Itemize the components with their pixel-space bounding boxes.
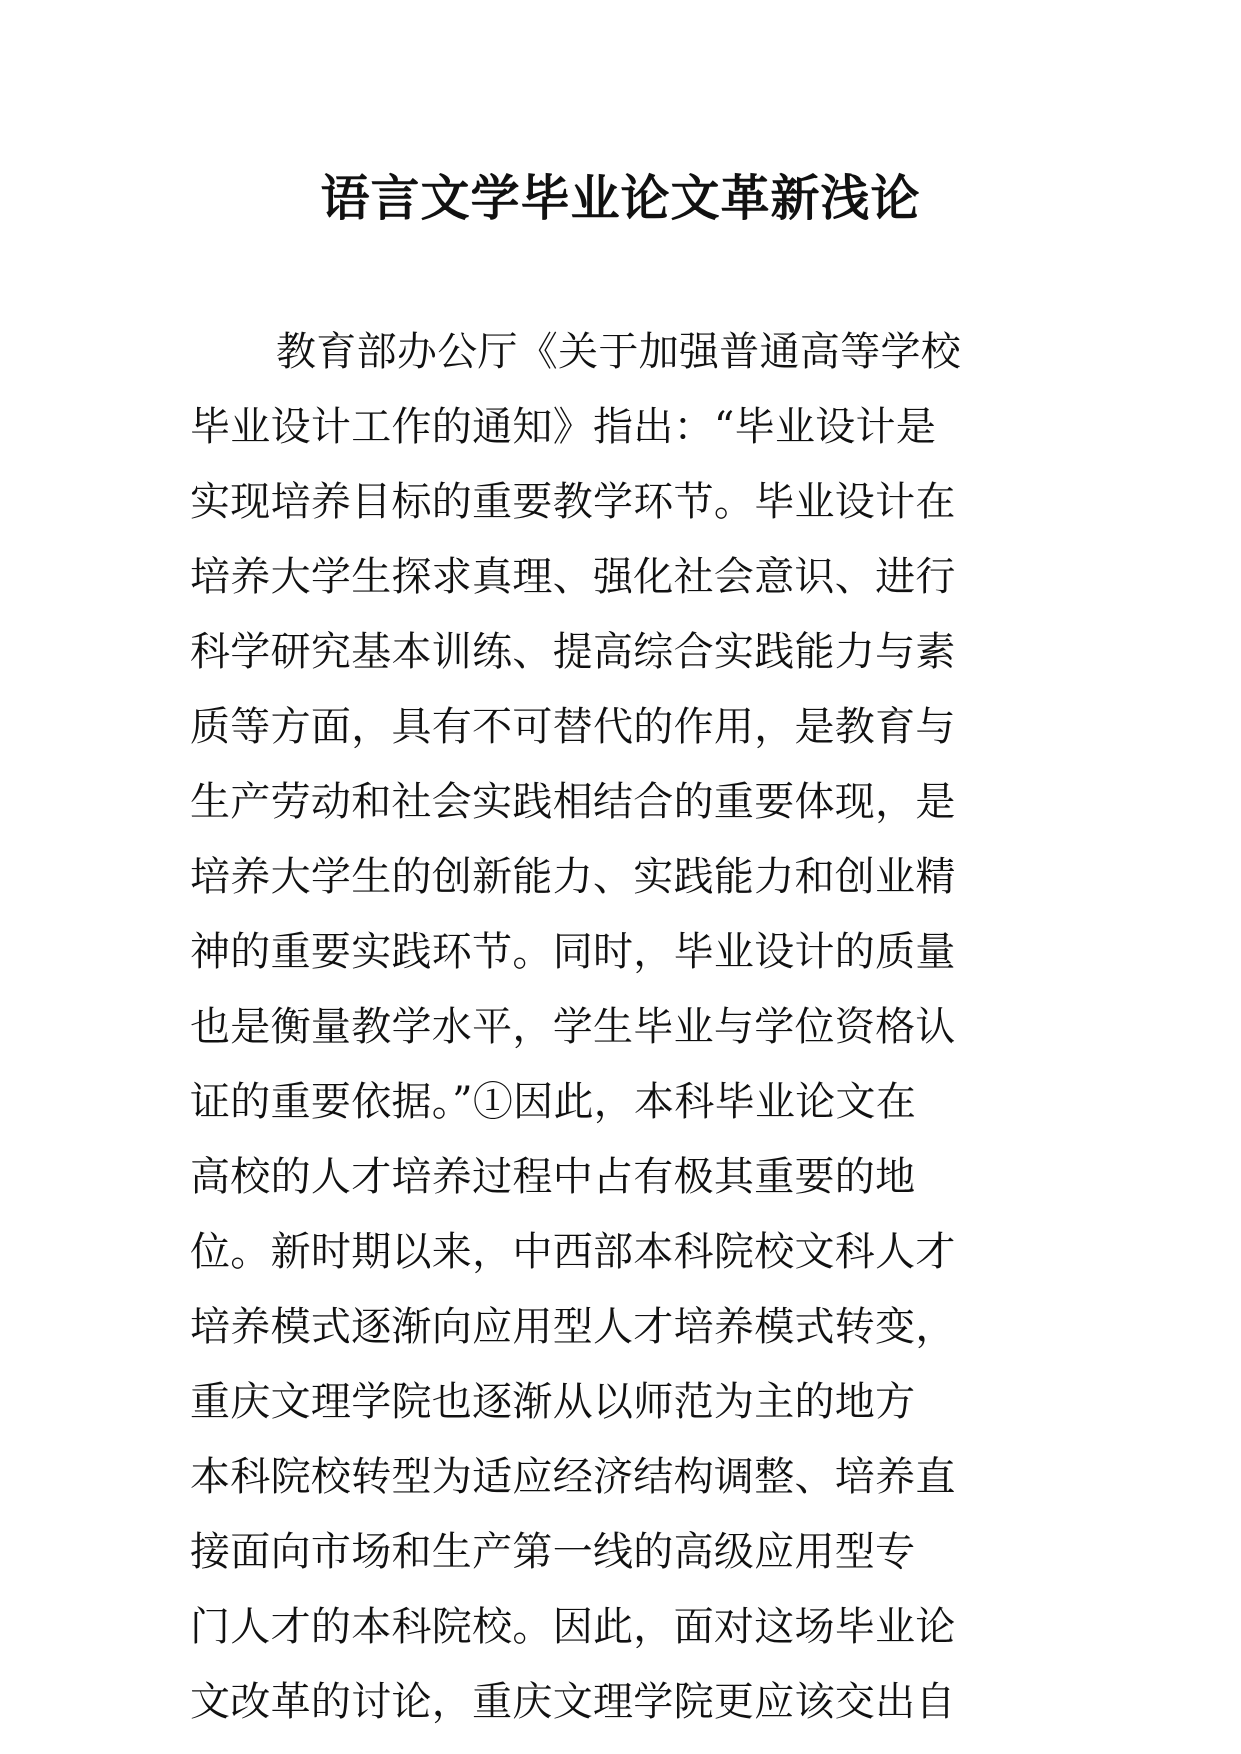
- body-line: 培养大学生探求真理、强化社会意识、进行: [190, 554, 956, 600]
- body-line: 门人才的本科院校。因此，面对这场毕业论: [190, 1604, 956, 1650]
- body-line: 生产劳动和社会实践相结合的重要体现，是: [190, 779, 956, 825]
- body-line: 也是衡量教学水平，学生毕业与学位资格认: [190, 1004, 956, 1050]
- body-line: 文改革的讨论，重庆文理学院更应该交出自: [190, 1679, 956, 1725]
- body-line: 教育部办公厅《关于加强普通高等学校: [276, 329, 962, 375]
- body-line: 质等方面，具有不可替代的作用，是教育与: [190, 704, 956, 750]
- document-title: 语言文学毕业论文革新浅论: [320, 169, 921, 227]
- body-line: 重庆文理学院也逐渐从以师范为主的地方: [190, 1379, 916, 1425]
- body-line: 培养模式逐渐向应用型人才培养模式转变，: [190, 1304, 956, 1350]
- body-line: 培养大学生的创新能力、实践能力和创业精: [190, 854, 956, 900]
- body-line: 科学研究基本训练、提高综合实践能力与素: [190, 629, 956, 675]
- body-line: 证的重要依据。”①因此，本科毕业论文在: [190, 1079, 917, 1125]
- body-line: 高校的人才培养过程中占有极其重要的地: [190, 1154, 916, 1200]
- body-line: 实现培养目标的重要教学环节。毕业设计在: [190, 479, 956, 525]
- body-line: 本科院校转型为适应经济结构调整、培养直: [190, 1454, 956, 1500]
- body-line: 神的重要实践环节。同时，毕业设计的质量: [190, 929, 956, 975]
- body-line: 位。新时期以来，中西部本科院校文科人才: [190, 1229, 956, 1275]
- body-line: 接面向市场和生产第一线的高级应用型专: [190, 1529, 916, 1575]
- body-line: 毕业设计工作的通知》指出：“毕业设计是: [190, 404, 937, 450]
